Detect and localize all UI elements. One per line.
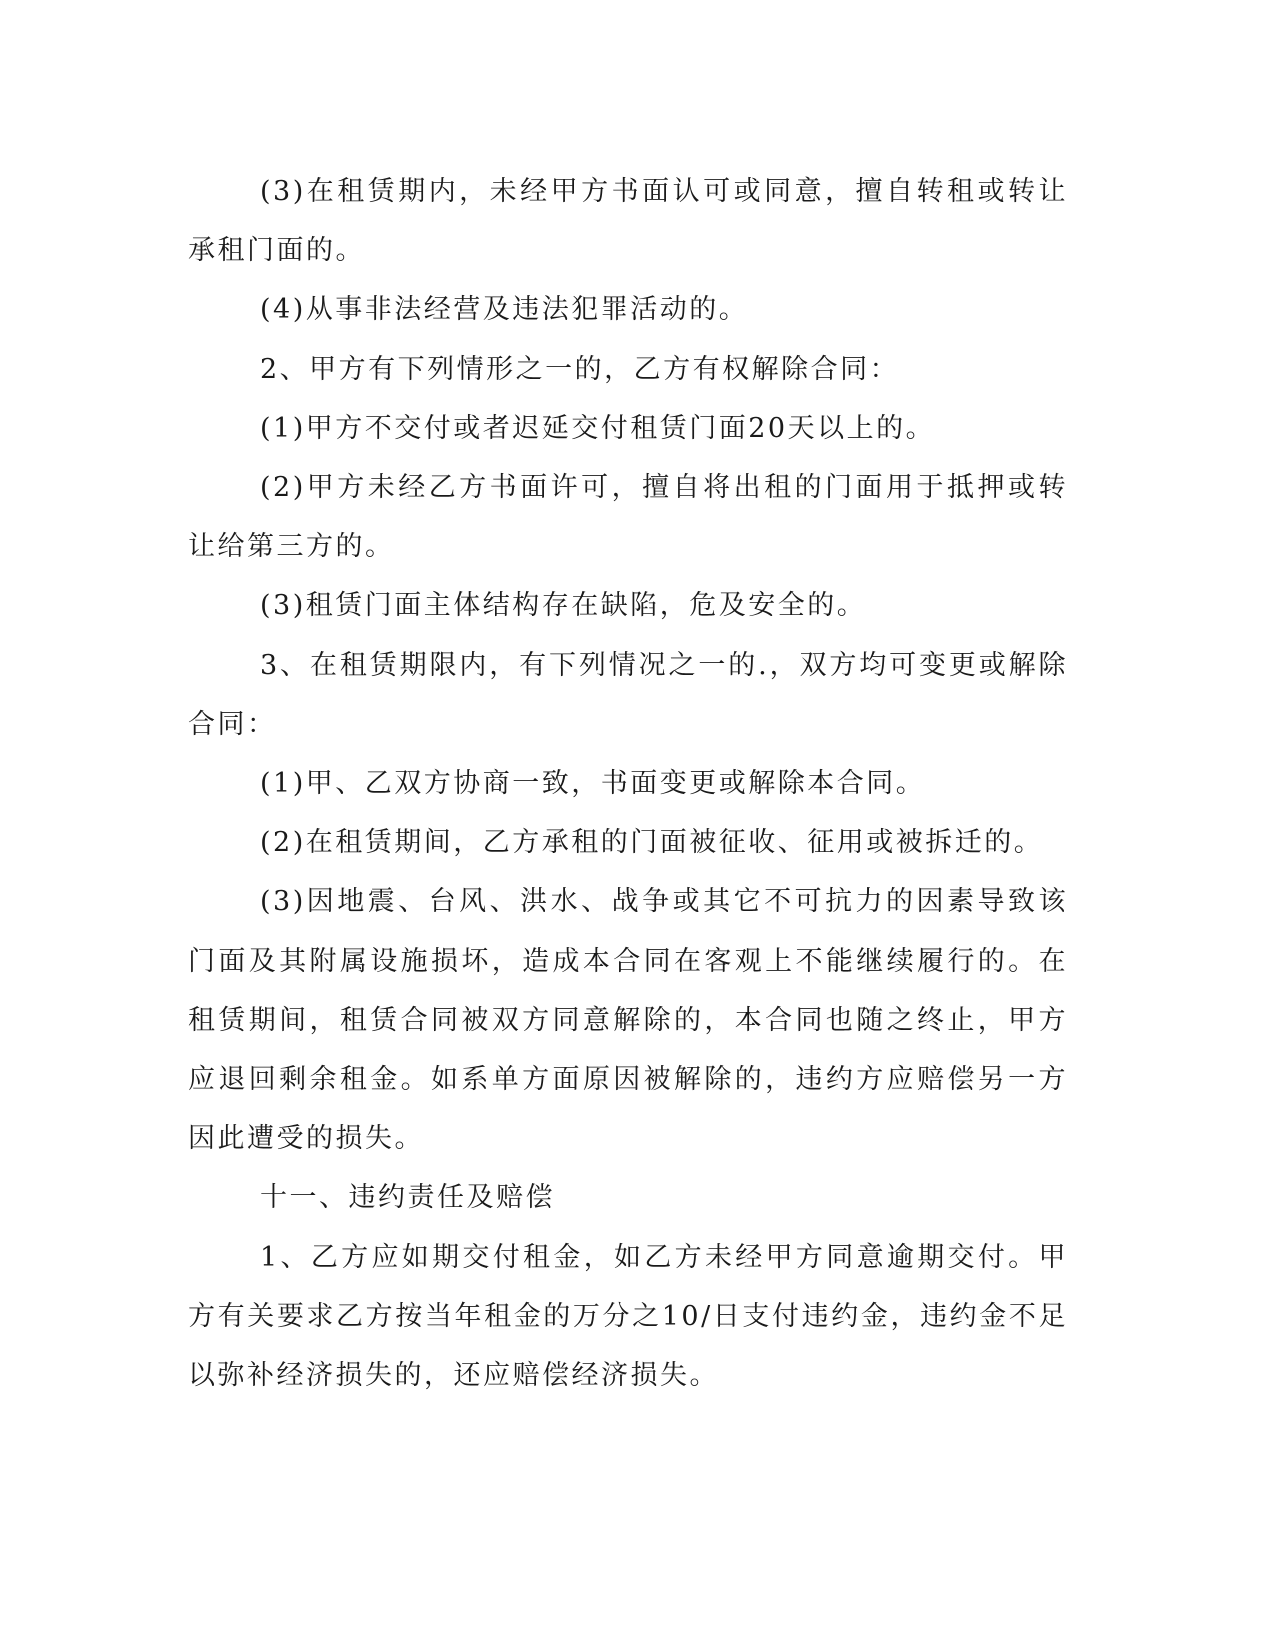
paragraph-force-majeure: (3)因地震、台风、洪水、战争或其它不可抗力的因素导致该门面及其附属设施损坏，造成本合同在客观上不能继续履行的。在租赁期间，租赁合同被双方同意解除的，本合同也随之终止，甲方应退回剩余租金。如系单方面原因被解除的，违约方应赔偿另一方因此遭受的损失。 bbox=[188, 886, 1068, 1155]
paragraph-structural-defect: (3)租赁门面主体结构存在缺陷，危及安全的。 bbox=[260, 590, 867, 622]
paragraph-mutual-agreement: (1)甲、乙双方协商一致，书面变更或解除本合同。 bbox=[260, 768, 926, 800]
paragraph-tenant-termination-rights: 2、甲方有下列情形之一的，乙方有权解除合同： bbox=[260, 353, 900, 385]
paragraph-late-rent-penalty: 1、乙方应如期交付租金，如乙方未经甲方同意逾期交付。甲方有关要求乙方按当年租金的万分之10/日支付违约金，违约金不足以弥补经济损失的，还应赔偿经济损失。 bbox=[188, 1241, 1068, 1392]
paragraph-sublet-clause: (3)在租赁期内，未经甲方书面认可或同意，擅自转租或转让承租门面的。 bbox=[188, 176, 1068, 267]
section-heading-liability: 十一、违约责任及赔偿 bbox=[260, 1182, 555, 1214]
paragraph-mutual-termination: 3、在租赁期限内，有下列情况之一的.，双方均可变更或解除合同： bbox=[188, 649, 1068, 740]
paragraph-mortgage-transfer: (2)甲方未经乙方书面许可，擅自将出租的门面用于抵押或转让给第三方的。 bbox=[188, 472, 1068, 563]
paragraph-expropriation: (2)在租赁期间，乙方承租的门面被征收、征用或被拆迁的。 bbox=[260, 827, 1044, 859]
paragraph-late-delivery: (1)甲方不交付或者迟延交付租赁门面20天以上的。 bbox=[260, 412, 936, 444]
document-body bbox=[188, 162, 1068, 1405]
paragraph-illegal-activity: (4)从事非法经营及违法犯罪活动的。 bbox=[260, 294, 749, 326]
